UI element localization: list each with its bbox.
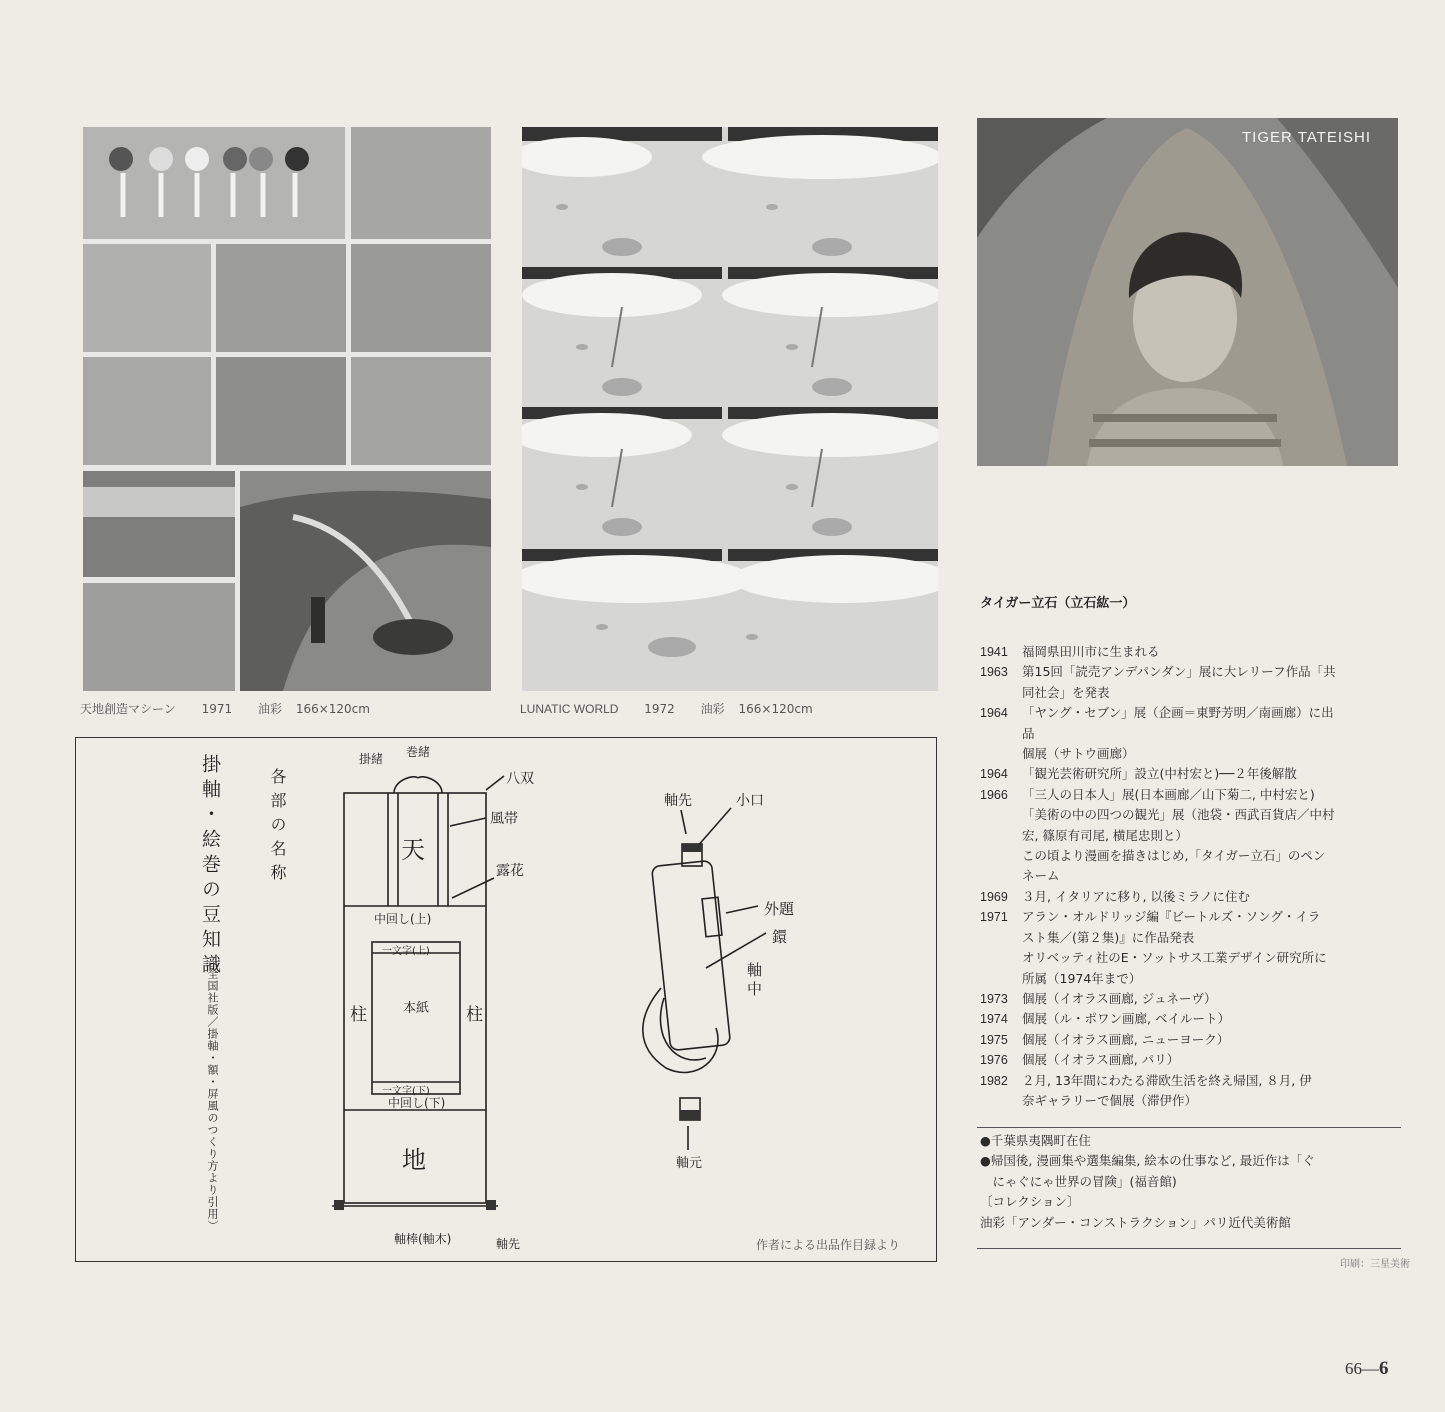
timeline-line: 宏, 篠原有司尾, 横尾忠則と）: [1022, 827, 1188, 843]
timeline-entry: [980, 703, 1405, 764]
timeline-line: オリベッティ社のE・ソットサス工業デザイン研究所に: [1022, 950, 1327, 966]
diagram-title: 掛軸・絵巻の豆知識: [199, 754, 221, 979]
label-kan: 鐶: [772, 928, 788, 946]
timeline-line: 品: [1022, 725, 1035, 741]
biography-note: にゃぐにゃ世界の冒険」(福音館): [980, 1173, 1177, 1189]
timeline-line: 所属（1974年まで）: [1022, 970, 1142, 986]
timeline-text: [1022, 1009, 1405, 1029]
timeline-line: 「美術の中の四つの観光」展（池袋・西武百貨店／中村: [1022, 807, 1335, 823]
timeline-entry: [980, 662, 1405, 703]
timeline-text: [1022, 907, 1405, 989]
label-jikumoto: 軸元: [676, 1156, 703, 1171]
timeline-text: [1022, 1071, 1405, 1112]
timeline-line: 同社会」を発表: [1022, 684, 1110, 700]
label-honshi: 本紙: [402, 1001, 429, 1016]
timeline-line: スト集／(第２集)』に作品発表: [1022, 929, 1195, 945]
timeline-year: 1982: [980, 1073, 1008, 1088]
label-ichimonji-bottom: 一文字(下): [382, 1086, 430, 1097]
timeline-line: 個展（イオラス画廊, パリ）: [1022, 1052, 1180, 1068]
timeline-line: アラン・オルドリッジ編『ビートルズ・ソング・イラ: [1022, 909, 1321, 925]
timeline-entry: [980, 1050, 1405, 1070]
artwork-image-lunatic-world: [522, 127, 938, 691]
label-nakamawashi-top: 中回し(上): [374, 912, 432, 926]
diagram-caption: 作者による出品作目録より: [756, 1238, 901, 1252]
timeline-line: ３月, イタリアに移り, 以後ミラノに住む: [1022, 888, 1251, 904]
diagram-source-note: （全国社版／掛軸・額・屏風のつくり方より引用）: [206, 956, 219, 1232]
timeline-line: 「観光芸術研究所」設立(中村宏と)──２年後解散: [1022, 766, 1297, 782]
artwork-caption-1: [80, 700, 392, 717]
timeline-entry: [980, 642, 1405, 662]
timeline-line: 「三人の日本人」展(日本画廊／山下菊二, 中村宏と): [1022, 786, 1315, 802]
timeline-entry: [980, 785, 1405, 887]
timeline-year: 1971: [980, 910, 1008, 925]
label-futai: 風帯: [490, 811, 518, 827]
timeline-line: 第15回「読売アンデパンダン」展に大レリーフ作品「共: [1022, 664, 1336, 680]
timeline-line: 個展（イオラス画廊, ニューヨーク）: [1022, 1031, 1230, 1047]
label-hassou: 八双: [506, 771, 534, 787]
biography-note: 〔コレクション〕: [980, 1194, 1080, 1210]
timeline-line: 個展（イオラス画廊, ジュネーヴ）: [1022, 990, 1217, 1006]
timeline-year: 1975: [980, 1032, 1008, 1047]
artwork-title: LUNATIC WORLD: [520, 702, 619, 716]
page-number-prefix: 66—: [1345, 1359, 1379, 1378]
biography-note: ●帰国後, 漫画集や選集編集, 絵本の仕事など, 最近作は「ぐ: [980, 1153, 1315, 1169]
timeline-text: [1022, 887, 1405, 907]
label-ichimonji-top: 一文字(上): [382, 946, 430, 957]
timeline-entry: [980, 1009, 1405, 1029]
label-makio: 巻緒: [406, 745, 431, 759]
timeline-text: [1022, 764, 1405, 784]
label-nakamawashi-bottom: 中回し(下): [388, 1096, 446, 1110]
timeline-year: 1941: [980, 645, 1008, 659]
label-hashira-right: 柱: [466, 1005, 483, 1025]
timeline-line: ２月, 13年間にわたる滞欧生活を終え帰国, ８月, 伊: [1022, 1072, 1312, 1088]
timeline-line: ネーム: [1022, 868, 1060, 884]
artwork-medium: 油彩: [700, 702, 725, 716]
timeline-year: 1964: [980, 767, 1008, 782]
artist-portrait-photo: [977, 118, 1398, 466]
timeline-text: [1022, 1050, 1405, 1070]
timeline-line: 個展（ル・ポワン画廊, ベイルート）: [1022, 1011, 1230, 1027]
timeline-year: 1976: [980, 1053, 1008, 1068]
scroll-diagram-box: [75, 737, 937, 1262]
portrait-label: TIGER TATEISHI: [1242, 129, 1372, 146]
timeline-year: 1969: [980, 889, 1008, 904]
label-ten: 天: [401, 836, 425, 864]
artwork-caption-2: [520, 700, 835, 717]
artwork-image-tenchi-souzou-machine: [83, 127, 491, 691]
artwork-year: 1971: [201, 702, 233, 716]
label-tsuyuhana: 露花: [496, 863, 524, 879]
timeline-year: 1973: [980, 991, 1008, 1006]
timeline-year: 1966: [980, 787, 1008, 802]
timeline-line: 奈ギャラリーで個展（滞伊作）: [1022, 1092, 1198, 1108]
artwork-size: 166×120cm: [295, 702, 370, 716]
timeline-text: [1022, 642, 1405, 662]
label-chi: 地: [402, 1146, 426, 1174]
timeline-line: この頃より漫画を描きはじめ,「タイガー立石」のペン: [1022, 848, 1326, 864]
label-jikusaki-top: 軸先: [664, 793, 692, 809]
label-koguchi: 小口: [736, 793, 764, 809]
timeline-text: [1022, 1030, 1405, 1050]
timeline-line: 「ヤング・セブン」展（企画＝東野芳明／南画廊）に出: [1022, 705, 1334, 721]
timeline-text: [1022, 662, 1405, 703]
timeline-entry: [980, 989, 1405, 1009]
timeline-line: 福岡県田川市に生まれる: [1022, 644, 1160, 659]
notes-divider: [977, 1248, 1401, 1249]
timeline-text: [1022, 785, 1405, 887]
artwork-size: 166×120cm: [738, 702, 813, 716]
label-hashira-left: 柱: [350, 1005, 367, 1025]
label-kakeo: 掛緒: [359, 752, 384, 766]
biography-notes: [980, 1131, 1405, 1233]
label-jikusaki-bottom: 軸先: [496, 1237, 521, 1251]
artwork-year: 1972: [644, 702, 675, 716]
page-number: [1345, 1358, 1389, 1380]
timeline-entry: [980, 887, 1405, 907]
print-credit: 印刷：三星美術: [1340, 1259, 1410, 1270]
timeline-year: 1974: [980, 1012, 1008, 1027]
timeline-year: 1964: [980, 706, 1008, 721]
biography-timeline: [980, 642, 1405, 1111]
timeline-entry: [980, 907, 1405, 989]
biography-note: 油彩「アンダー・コンストラクション」パリ近代美術館: [980, 1214, 1291, 1230]
timeline-text: [1022, 989, 1405, 1009]
diagram-subtitle: 各部の名称: [268, 768, 287, 888]
timeline-entry: [980, 1071, 1405, 1112]
biography-divider: [977, 1127, 1401, 1128]
label-jikubou: 軸棒(軸木): [394, 1232, 452, 1246]
label-gedai: 外題: [764, 900, 795, 918]
artist-name: タイガー立石（立石紘一）: [980, 596, 1136, 611]
timeline-text: [1022, 703, 1405, 764]
page-number-value: 6: [1379, 1358, 1389, 1379]
timeline-entry: [980, 1030, 1405, 1050]
timeline-line: 個展（サトウ画廊）: [1022, 746, 1135, 762]
label-jikunaka: 軸中: [745, 962, 763, 1000]
biography-note: ●千葉県夷隅町在住: [980, 1133, 1091, 1148]
artwork-title: 天地創造マシーン: [80, 702, 176, 716]
artwork-medium: 油彩: [257, 702, 282, 716]
timeline-year: 1963: [980, 665, 1008, 680]
timeline-entry: [980, 764, 1405, 784]
